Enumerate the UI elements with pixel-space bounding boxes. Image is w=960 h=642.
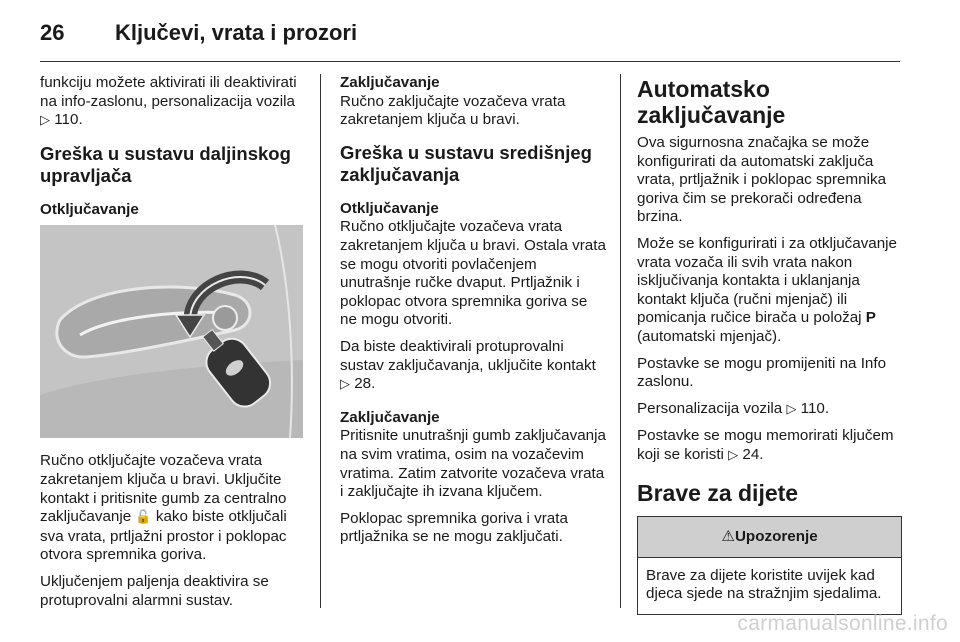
column-3 [637,74,904,615]
car-door-key-unlock-illustration-icon [40,225,303,438]
unlock-subheading: Otključavanje [40,200,139,218]
warning-title: Upozorenje [734,527,818,545]
lock-subheading-2: Zaključavanje [340,408,440,426]
settings-paragraph: Postavke se mogu promijeniti na Info zaslonu. [637,354,887,391]
column-1 [40,74,308,618]
header-rule [40,61,900,62]
lock-paragraph: Ručno zaključajte vozačeva vrata zakretanjem ključa u bravi. [340,92,566,129]
auto-lock-heading: Automatsko zaključavanje [637,76,786,128]
page-ref[interactable]: 28. [354,375,376,393]
unlock-paragraph: Ručno otključajte vozačeva vrata zakretanjem ključa u bravi. Uključite kontakt i pritisnite gumb za centralno zaključavanje 🔓 kako biste otključali sva vrata, prtljažni prostor i poklopac otvora spremnika goriva. [40,452,287,564]
fuel-flap-paragraph: Poklopac spremnika goriva i vrata prtljažnika se ne mogu zaključati. [340,509,568,546]
page-ref-icon: ▷ [40,113,50,129]
unlock-subheading-2: Otključavanje [340,199,439,217]
page-ref[interactable]: 110. [800,399,830,417]
watermark: carmanualsonline.info [737,612,948,635]
lock-subheading: Zaključavanje [340,74,440,91]
central-lock-fault-heading: Greška u sustavu središnjeg zaključavanja [340,141,592,185]
page-ref[interactable]: 110. [54,111,83,129]
remote-fault-heading: Greška u sustavu daljinskog upravljača [40,142,291,186]
inner-lock-paragraph: Pritisnite unutrašnji gumb zaključavanja na svim vratima, osim na vozačevim vratima. Zatim zatvorite vozačeva vrata i zaključajte ih izvana ključem. [340,427,606,501]
page-ref-icon: ▷ [728,447,739,463]
warning-body [638,558,901,614]
config-paragraph: Može se konfigurirati i za otključavanje vrata vozača ili svih vrata nakon isključivanja kontakta i uklanjanja kontakt ključa (ručni mjenjač) ili pomicanja ručice birača u položaj P (automatski mjenjač). [637,234,897,345]
page-ref[interactable]: 24. [742,445,764,463]
alarm-paragraph: Uključenjem paljenja deaktivira se protuprovalni alarmni sustav. [40,572,269,609]
warning-box [637,516,902,615]
page-ref-icon: ▷ [340,377,350,393]
column-divider-1 [320,74,321,608]
page-header [40,12,900,60]
park-position-label: P [865,309,876,327]
page-ref-icon: ▷ [786,401,797,417]
warning-icon: ⚠ [721,527,735,545]
auto-lock-paragraph: Ova sigurnosna značajka se može konfigurirati da automatski zaključa vrata, prtljažnik i poklopac spremnika goriva čim se prekorači određena brzina. [637,134,887,226]
personalization-paragraph: Personalizacija vozila ▷ 110. [637,399,830,417]
warning-header [638,517,901,558]
chapter-title: Ključevi, vrata i prozori [115,20,358,45]
child-locks-heading: Brave za dijete [637,479,799,506]
column-2 [340,74,606,555]
column-divider-2 [620,74,621,608]
page-number: 26 [40,20,65,45]
door-key-illustration [40,225,303,438]
deactivate-paragraph: Da biste deaktivirali protuprovalni sustav zaključavanja, uključite kontakt ▷ 28. [340,337,596,393]
unlock-icon: 🔓 [135,510,152,526]
warning-text: Brave za dijete koristite uvijek kad djeca sjede na stražnjim sjedalima. [646,566,882,603]
manual-unlock-paragraph: Ručno otključajte vozačeva vrata zakretanjem ključa u bravi. Ostala vrata se mogu otvoriti povlačenjem unutrašnje ručke dvaput. Prtljažnik i poklopac otvora spremnika goriva se ne mogu otvoriti. [340,218,606,329]
intro-paragraph: funkciju možete aktivirati ili deaktivirati na info-zaslonu, personalizacija vozila ▷ 110. [40,74,297,129]
memory-paragraph: Postavke se mogu memorirati ključem koji se koristi ▷ 24. [637,427,894,463]
